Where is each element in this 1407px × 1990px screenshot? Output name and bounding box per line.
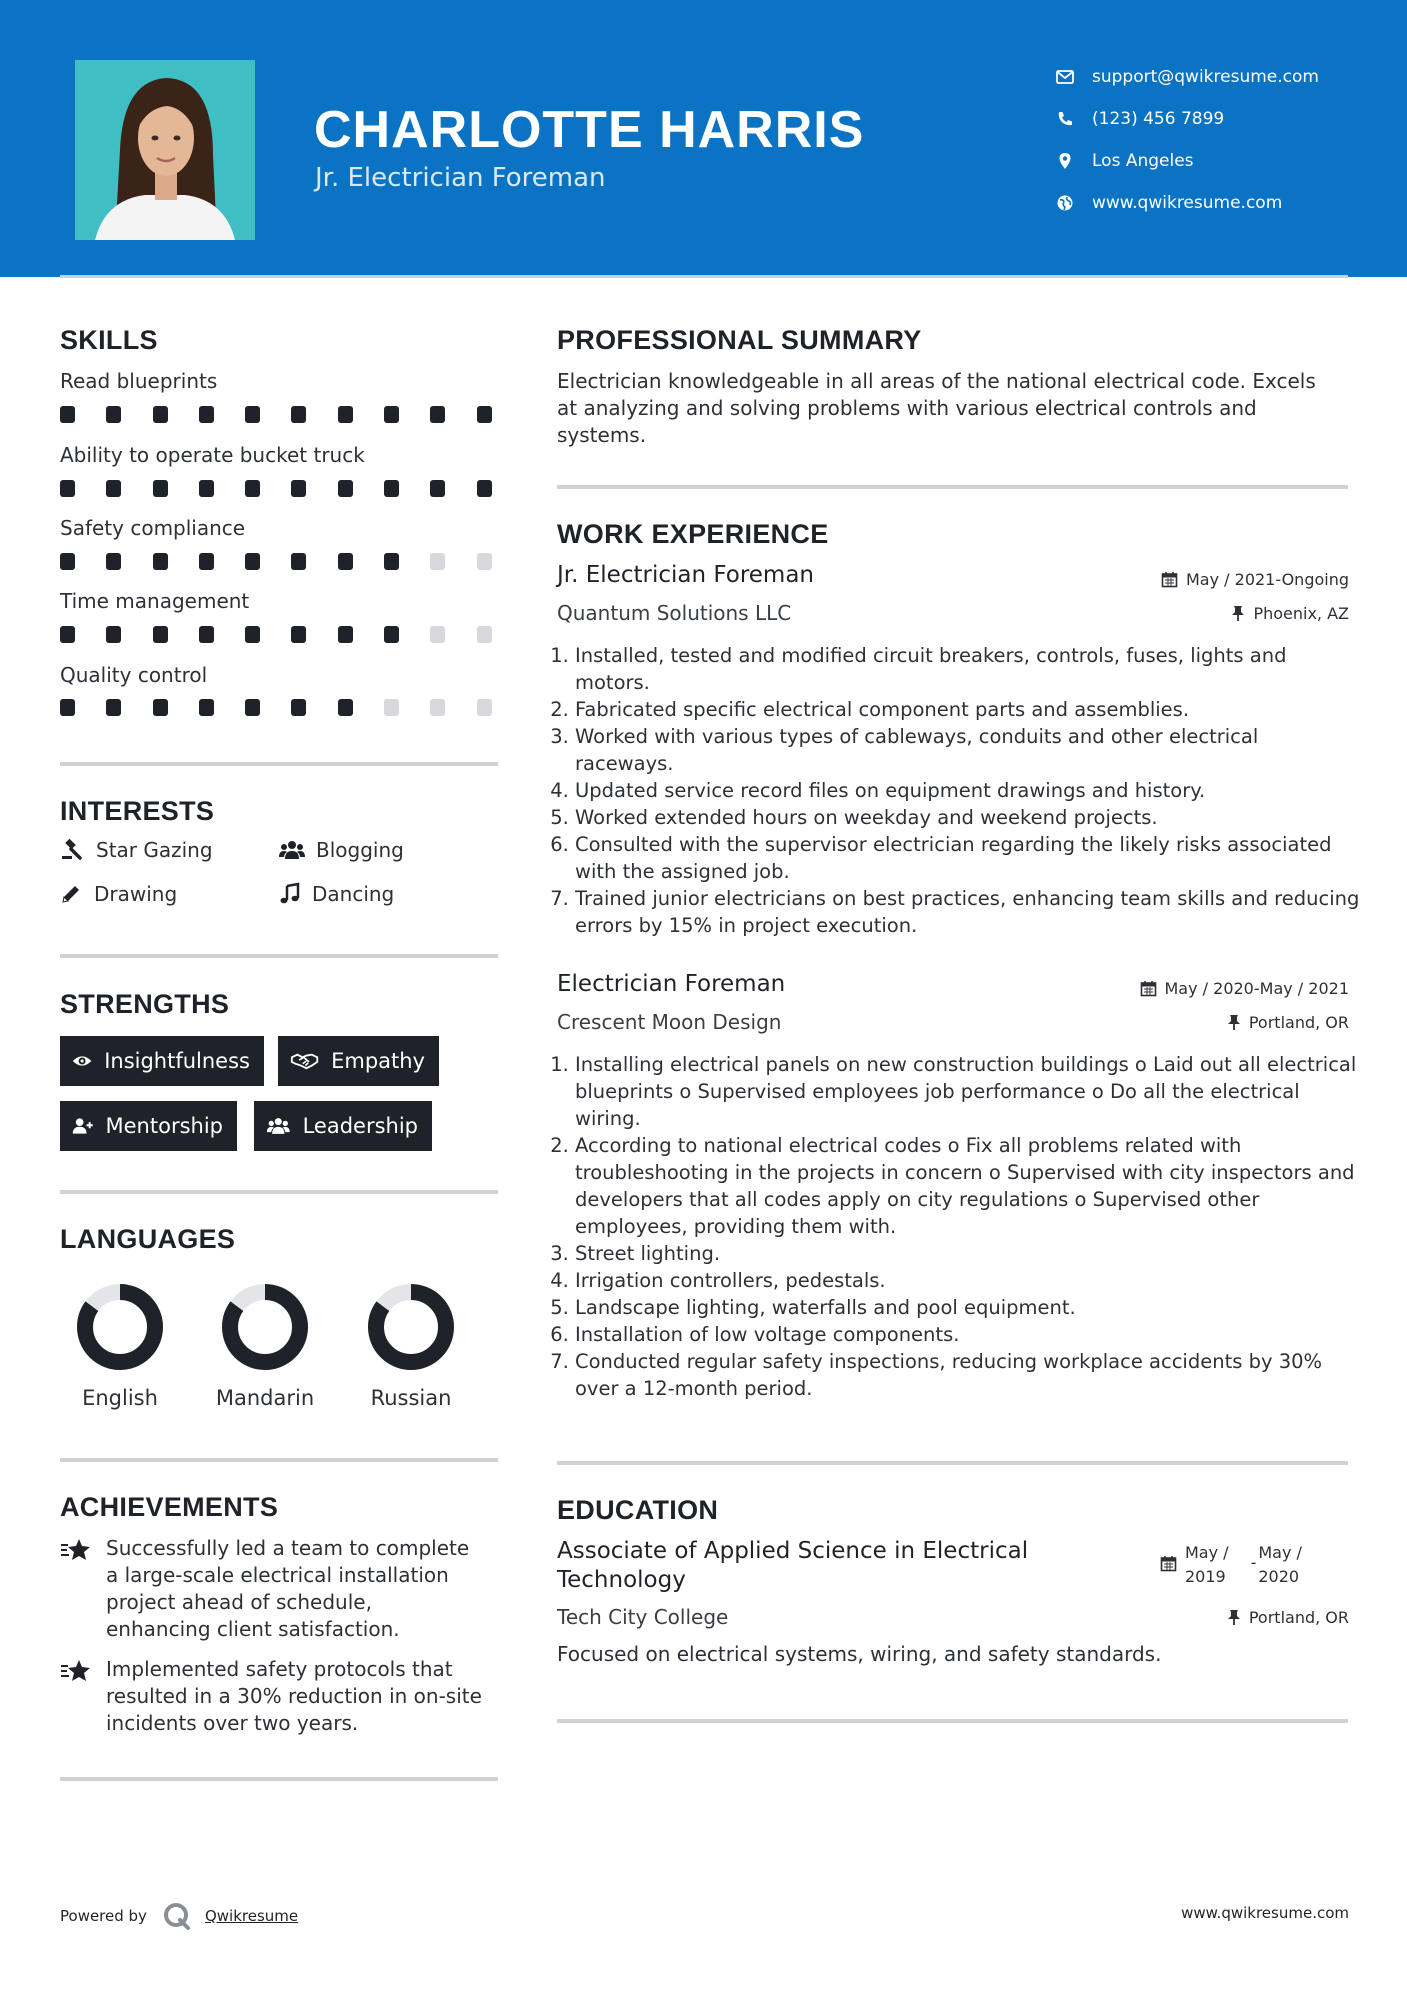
pushpin-icon [1227,1014,1241,1031]
duty-item: 1. Installed, tested and modified circuit breakers, controls, fuses, lights and motors. [575,642,1361,696]
calendar-icon [1140,980,1157,997]
language-label: Mandarin [215,1386,315,1410]
interest-label: Blogging [316,838,404,862]
job-duties [557,1051,1361,1402]
strength-label: Leadership [302,1114,418,1138]
job-date: May / 2020-May / 2021 [1140,979,1350,998]
degree-title: Associate of Applied Science in Electrical Technology [557,1538,1029,1593]
education-description: Focused on electrical systems, wiring, and safety standards. [557,1642,1162,1666]
language-ring [366,1282,456,1372]
calendar-icon [1160,1555,1177,1572]
skill-rating [60,626,523,643]
job-location: Portland, OR [1227,1013,1349,1032]
rating-dot-filled [199,626,214,643]
strength-label: Empathy [331,1049,425,1073]
education-end: May / 2020 [1258,1543,1302,1586]
calendar-icon [1161,571,1178,588]
achievement-item [60,1535,500,1643]
education-start: May / 2019 [1185,1543,1229,1586]
users-icon [266,1115,291,1137]
interest-item [278,838,404,862]
rating-dot-empty [430,626,445,643]
job-company: Crescent Moon Design [557,1010,782,1034]
job-duties [557,642,1361,939]
users-icon [278,838,306,862]
education-date-dash: - [1250,1553,1257,1572]
skills-heading: SKILLS [60,325,158,355]
rating-dot-filled [291,553,306,570]
qwikresume-logo-icon [161,1900,193,1932]
contact-phone-text: (123) 456 7899 [1092,109,1225,129]
skill-label: Time management [60,589,250,613]
contact-location-text: Los Angeles [1092,151,1194,171]
rating-dot-filled [338,406,353,423]
contact-phone[interactable] [1054,98,1319,140]
pushpin-icon [1231,605,1245,622]
interest-label: Dancing [312,882,395,906]
rating-dot-filled [384,480,399,497]
candidate-name: CHARLOTTE HARRIS [314,101,865,159]
language-ring [220,1282,310,1372]
achievement-text: Implemented safety protocols that resulted in a 30% reduction in on-site incidents over two years. [106,1657,482,1735]
skill-label: Ability to operate bucket truck [60,443,365,467]
achievement-text: Successfully led a team to complete a large-scale electrical installation project ahead of schedule, enhancing client satisfaction. [106,1536,470,1641]
rating-dot-filled [430,406,445,423]
rating-dot-filled [153,553,168,570]
experience-heading: WORK EXPERIENCE [557,519,829,549]
pushpin-icon [1227,1609,1241,1626]
job-title: Electrician Foreman [557,971,786,997]
globe-icon [1054,192,1076,214]
phone-icon [1054,108,1076,130]
rating-dot-filled [291,626,306,643]
rating-dot-filled [430,480,445,497]
summary-text: Electrician knowledgeable in all areas of the national electrical code. Excels at analyzing and solving problems with various electrical controls and systems. [557,369,1316,447]
section-divider [60,1458,498,1462]
rating-dot-filled [245,406,260,423]
skill-rating [60,480,523,497]
rating-dot-filled [477,480,492,497]
contact-website[interactable] [1054,182,1319,224]
language-item [195,1282,335,1410]
envelope-icon [1054,66,1076,88]
rating-dot-filled [60,553,75,570]
map-marker-icon [1054,150,1076,172]
summary-heading: PROFESSIONAL SUMMARY [557,325,922,355]
language-item [50,1282,190,1410]
strength-tag [60,1036,264,1086]
rating-dot-filled [338,699,353,716]
duty-item: 4. Irrigation controllers, pedestals. [575,1267,1361,1294]
contact-email[interactable] [1054,56,1319,98]
school-name: Tech City College [557,1605,729,1629]
duty-item: 5. Landscape lighting, waterfalls and pool equipment. [575,1294,1361,1321]
skill-rating [60,406,523,423]
section-divider [557,485,1348,489]
rating-dot-empty [477,626,492,643]
duty-item: 6. Installation of low voltage components. [575,1321,1361,1348]
rating-dot-filled [291,699,306,716]
rating-dot-filled [60,626,75,643]
rating-dot-filled [291,406,306,423]
interest-item [60,838,213,862]
language-item [341,1282,481,1410]
duty-item: 5. Worked extended hours on weekday and weekend projects. [575,804,1361,831]
footer-powered [60,1900,298,1932]
rating-dot-filled [60,480,75,497]
strength-tag [60,1101,237,1151]
duty-item: 2. Fabricated specific electrical component parts and assemblies. [575,696,1361,723]
strengths-heading: STRENGTHS [60,989,230,1019]
rating-dot-filled [291,480,306,497]
rating-dot-filled [106,699,121,716]
contact-website-text: www.qwikresume.com [1092,193,1283,213]
education-location: Portland, OR [1227,1608,1349,1627]
duty-item: 6. Consulted with the supervisor electrician regarding the likely risks associated with the assigned job. [575,831,1361,885]
gavel-icon [60,838,84,862]
rating-dot-filled [60,406,75,423]
header-divider [60,275,1348,278]
profile-photo [75,60,255,240]
footer-site-link[interactable]: www.qwikresume.com [1181,1904,1349,1922]
duty-item: 3. Street lighting. [575,1240,1361,1267]
rating-dot-empty [477,553,492,570]
candidate-title: Jr. Electrician Foreman [315,163,606,193]
skill-rating [60,553,523,570]
section-divider [60,1190,498,1194]
contact-email-text: support@qwikresume.com [1092,67,1319,87]
interest-item [60,882,177,906]
interest-label: Star Gazing [96,838,213,862]
rating-dot-filled [153,406,168,423]
rating-dot-filled [153,480,168,497]
skill-label: Read blueprints [60,369,218,393]
star-list-icon [60,1658,92,1684]
handshake-icon [290,1051,319,1071]
rating-dot-filled [60,699,75,716]
rating-dot-filled [384,553,399,570]
rating-dot-filled [338,626,353,643]
rating-dot-filled [245,699,260,716]
duty-item: 7. Trained junior electricians on best practices, enhancing team skills and reducing errors by 15% in project execution. [575,885,1361,939]
portrait-image [75,60,255,240]
interest-label: Drawing [94,882,178,906]
job-company: Quantum Solutions LLC [557,601,792,625]
duty-item: 4. Updated service record files on equipment drawings and history. [575,777,1361,804]
strength-tag [254,1101,432,1151]
eye-icon [72,1052,92,1070]
rating-dot-filled [199,406,214,423]
section-divider [60,1777,498,1781]
education-date [1160,1541,1302,1589]
skill-label: Quality control [60,663,208,687]
rating-dot-filled [384,406,399,423]
star-list-icon [60,1537,92,1563]
rating-dot-filled [245,626,260,643]
rating-dot-empty [430,699,445,716]
rating-dot-filled [338,480,353,497]
section-divider [557,1719,1348,1723]
languages-heading: LANGUAGES [60,1224,236,1254]
language-ring [75,1282,165,1372]
achievements-heading: ACHIEVEMENTS [60,1492,279,1522]
rating-dot-filled [338,553,353,570]
achievement-item [60,1656,500,1737]
duty-item: 1. Installing electrical panels on new construction buildings o Laid out all electrical blueprints o Supervised employees job performance o Do all the electrical wiring. [575,1051,1361,1132]
contact-list [1054,56,1319,224]
interest-item [278,882,394,906]
section-divider [557,1461,1348,1465]
music-note-icon [278,882,302,906]
language-label: English [82,1386,158,1410]
rating-dot-filled [199,699,214,716]
rating-dot-filled [199,480,214,497]
rating-dot-filled [245,553,260,570]
powered-by-text: Powered by [60,1907,147,1925]
strength-label: Mentorship [105,1114,223,1138]
language-label: Russian [370,1386,452,1410]
duty-item: 3. Worked with various types of cableways, conduits and other electrical raceways. [575,723,1361,777]
brand-link[interactable]: Qwikresume [204,1907,299,1925]
rating-dot-empty [384,699,399,716]
rating-dot-filled [153,626,168,643]
section-divider [60,954,498,958]
resume-header [0,0,1407,277]
rating-dot-filled [199,553,214,570]
rating-dot-filled [106,626,121,643]
pencil-icon [60,883,82,905]
skill-rating [60,699,523,716]
user-plus-icon [72,1115,94,1137]
section-divider [60,762,498,766]
strength-tag [278,1036,439,1086]
duty-item: 7. Conducted regular safety inspections, reducing workplace accidents by 30% over a 12-month period. [575,1348,1361,1402]
duty-item: 2. According to national electrical codes o Fix all problems related with troubleshooting in the projects in concern o Supervised with city inspectors and developers that all codes apply on city regulations o Supervised other employees, providing them with. [575,1132,1361,1240]
rating-dot-filled [153,699,168,716]
skill-label: Safety compliance [60,516,246,540]
job-date: May / 2021-Ongoing [1161,570,1349,589]
rating-dot-filled [477,406,492,423]
job-title: Jr. Electrician Foreman [557,562,815,588]
rating-dot-filled [106,480,121,497]
rating-dot-filled [106,553,121,570]
strength-label: Insightfulness [104,1049,250,1073]
rating-dot-filled [106,406,121,423]
contact-location [1054,140,1319,182]
rating-dot-empty [477,699,492,716]
education-heading: EDUCATION [557,1495,719,1525]
rating-dot-filled [384,626,399,643]
rating-dot-filled [245,480,260,497]
interests-heading: INTERESTS [60,796,215,826]
rating-dot-empty [430,553,445,570]
job-location: Phoenix, AZ [1231,604,1349,623]
